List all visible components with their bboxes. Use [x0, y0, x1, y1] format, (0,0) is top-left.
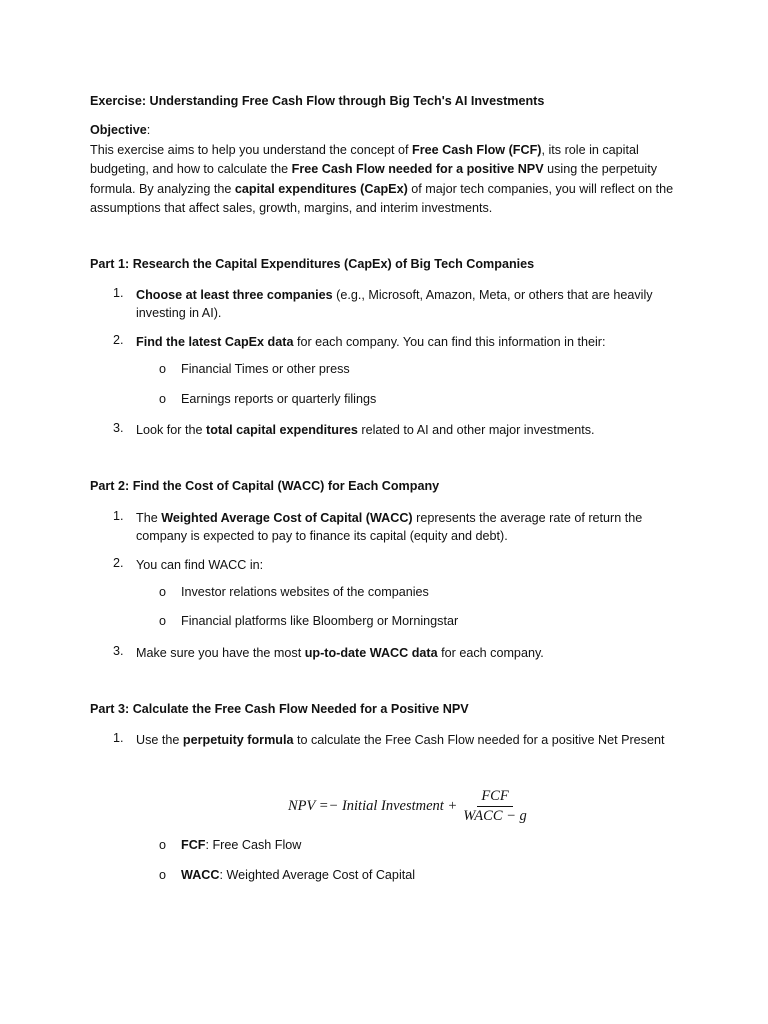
part2-item3-pre: Make sure you have the most: [136, 646, 305, 660]
part1-item2: [136, 333, 676, 351]
part1-item1-number: 1.: [113, 286, 124, 300]
part2-heading: Part 2: Find the Cost of Capital (WACC) for Each Company: [90, 479, 440, 493]
part2-item1-text: represents the average rate of return the company is expected to pay to finance its capital (equity and debt).: [136, 511, 643, 544]
objective-colon: :: [146, 123, 151, 137]
objective-text-6: of major tech companies, you will reflect on the assumptions that affect sales, growth, margins, and interim investments.: [90, 181, 674, 215]
part3-bullet2-text: : Weighted Average Cost of Capital: [219, 868, 416, 882]
objective-text-0: This exercise aims to help you understand the concept of: [90, 143, 413, 157]
part1-heading: Part 1: Research the Capital Expenditures (CapEx) of Big Tech Companies: [90, 257, 535, 271]
part1-bullet1-marker: o: [159, 362, 167, 376]
part3-bullet1-text: : Free Cash Flow: [205, 838, 302, 852]
formula-numerator: FCF: [477, 788, 512, 807]
part3-bullet1-marker: o: [159, 838, 167, 852]
part1-item1: [136, 286, 676, 323]
part3-item1-text: to calculate the Free Cash Flow needed for a positive Net Present: [293, 733, 665, 747]
formula-denominator: WACC − g: [463, 808, 527, 824]
part1-item2-bold: Find the latest CapEx data: [136, 335, 294, 349]
objective-label-text: Objective: [90, 123, 147, 137]
part3-bullet1-bold: FCF: [181, 838, 206, 852]
part2-item1-number: 1.: [113, 509, 124, 523]
part2-item1-pre: The: [136, 511, 162, 525]
part2-item3: [136, 644, 676, 662]
part3-item1-pre: Use the: [136, 733, 183, 747]
part3-item1-number: 1.: [113, 731, 124, 745]
part1-item1-text: (e.g., Microsoft, Amazon, Meta, or others that are heavily investing in AI).: [136, 288, 653, 321]
formula-lhs: NPV =− Initial Investment +: [288, 798, 458, 814]
part1-item3-bold: total capital expenditures: [206, 423, 358, 437]
part1-bullet2: Earnings reports or quarterly filings: [181, 392, 377, 406]
part2-item3-bold: up-to-date WACC data: [304, 646, 438, 660]
part2-item2: You can find WACC in:: [136, 558, 264, 572]
objective-text-4: using the perpetuity formula. By analyzing the: [90, 162, 658, 196]
part3-bullet1: [181, 838, 301, 852]
objective-term-fcf: Free Cash Flow (FCF): [412, 143, 542, 157]
formula-fraction: [459, 788, 531, 825]
part3-bullet2-bold: WACC: [181, 868, 220, 882]
part2-item1: [136, 509, 676, 546]
part3-heading: Part 3: Calculate the Free Cash Flow Needed for a Positive NPV: [90, 702, 469, 716]
part2-item3-number: 3.: [113, 644, 124, 658]
part3-bullet2: [181, 868, 415, 882]
part3-item1: [136, 731, 696, 749]
part3-item1-bold: perpetuity formula: [182, 733, 294, 747]
part2-bullet1: Investor relations websites of the companies: [181, 585, 429, 599]
part2-item1-bold: Weighted Average Cost of Capital (WACC): [161, 511, 413, 525]
part3-bullet2-marker: o: [159, 868, 167, 882]
part2-item3-text: for each company.: [437, 646, 544, 660]
part2-item2-number: 2.: [113, 556, 124, 570]
part1-item3: [136, 421, 676, 439]
part1-item2-number: 2.: [113, 333, 124, 347]
part1-bullet2-marker: o: [159, 392, 167, 406]
part2-bullet2-marker: o: [159, 614, 167, 628]
objective-paragraph: [90, 141, 690, 218]
part1-item3-text: related to AI and other major investments.: [357, 423, 595, 437]
document-title: Exercise: Understanding Free Cash Flow through Big Tech's AI Investments: [90, 94, 545, 108]
objective-label: [90, 123, 150, 137]
part1-bullet1: Financial Times or other press: [181, 362, 350, 376]
objective-term-capex: capital expenditures (CapEx): [234, 181, 408, 196]
objective-term-fcf-npv: Free Cash Flow needed for a positive NPV: [291, 162, 544, 177]
objective-text-2: , its role in capital budgeting, and how to calculate the: [90, 143, 639, 177]
part1-item2-text: for each company. You can find this information in their:: [293, 335, 606, 349]
npv-formula: [288, 788, 531, 825]
part2-bullet2: Financial platforms like Bloomberg or Morningstar: [181, 614, 459, 628]
part1-item3-pre: Look for the: [136, 423, 207, 437]
part2-bullet1-marker: o: [159, 585, 167, 599]
part1-item3-number: 3.: [113, 421, 124, 435]
part1-item1-bold: Choose at least three companies: [136, 288, 333, 302]
